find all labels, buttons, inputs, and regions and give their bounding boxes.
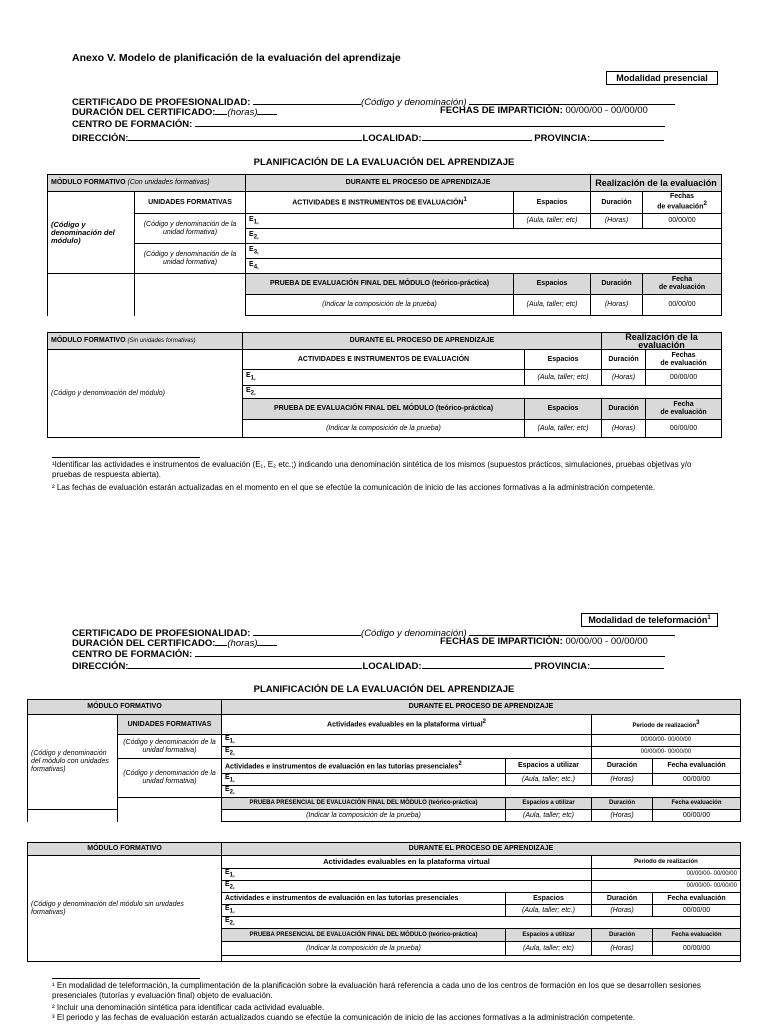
tele2-prueba-fecha-header: Fecha evaluación <box>653 929 741 942</box>
tele-footnote-2: ² Incluir una denominación sintética para identificar cada actividad evaluable. <box>52 1003 325 1012</box>
tele2-prueba-fecha[interactable]: 00/00/00 <box>653 942 741 956</box>
tele-dur-field[interactable] <box>215 637 227 646</box>
modalidad-presencial-badge: Modalidad presencial <box>606 71 718 85</box>
tele-fechas-label: FECHAS DE IMPARTICIÓN: <box>440 636 563 647</box>
prueba-indicar-2[interactable]: (Indicar la composición de la prueba) <box>243 420 525 438</box>
centro-label: CENTRO DE FORMACIÓN: <box>72 119 193 130</box>
tele2-modulo-header: MÓDULO FORMATIVO <box>28 843 222 856</box>
tele-e1-cell[interactable]: $E_{1,}$ <box>222 735 592 747</box>
e4-cell[interactable]: $E_{4,}$ <box>246 259 722 274</box>
prueba-duracion-header-2: Duración <box>602 399 646 420</box>
tele2-fecha-eval-header: Fecha evaluación <box>653 893 741 905</box>
tele-prueba-duracion[interactable]: (Horas) <box>592 810 653 822</box>
tele2-plataforma-header: Actividades evaluables en la plataforma virtual <box>222 856 592 869</box>
e1-fecha-2[interactable]: 00/00/00 <box>646 370 722 386</box>
modalidad-tele-badge: Modalidad de teleformación$^1$ <box>581 613 718 627</box>
tele-e1-periodo[interactable]: 00/00/00- 00/00/00 <box>592 735 741 747</box>
prueba-espacios-2[interactable]: (Aula, taller; etc) <box>525 420 602 438</box>
prueba-duracion[interactable]: (Horas) <box>591 295 643 316</box>
tele-unidades-header: UNIDADES FORMATIVAS <box>118 715 222 735</box>
duracion-header: Duración <box>591 192 643 214</box>
tele-footnote-1: ¹ En modalidad de teleformación, la cumplimentación de la planificación sobre la evaluación hará referencia a cada uno de los centros de formación en los que se desarrollen sesiones presenciales (tutorías y evaluación final) objeto de evaluación. <box>52 981 701 1000</box>
prueba-duracion-header: Duración <box>591 274 643 295</box>
tele-tutorias-header: Actividades e instrumentos de evaluación en las tutorías presenciales$^2$ <box>222 759 506 774</box>
tele-plan-title: PLANIFICACIÓN DE LA EVALUACIÓN DEL APRENDIZAJE <box>253 684 515 695</box>
tele-duracion-header: Duración <box>592 759 653 774</box>
tele-plataforma-header: Actividades evaluables en la plataforma virtual$^2$ <box>222 715 592 735</box>
realizacion-header-2: Realización de la evaluación <box>602 333 722 350</box>
e1-fecha[interactable]: 00/00/00 <box>643 214 722 229</box>
uf2-cell[interactable]: (Código y denominación de la unidad formativa) <box>135 244 246 274</box>
dur-note: (horas) <box>227 107 258 118</box>
e1-espacios-2[interactable]: (Aula, taller; etc) <box>525 370 602 386</box>
tele-e3-duracion[interactable]: (Horas) <box>592 774 653 786</box>
tele2-e1-periodo[interactable]: 00/00/00- 00/00/00 <box>592 869 741 881</box>
tele-fecha-eval-header: Fecha evaluación <box>653 759 741 774</box>
tele2-prueba-header: PRUEBA PRESENCIAL DE EVALUACIÓN FINAL DEL MÓDULO (teórico-práctica) <box>222 929 506 942</box>
tele2-durante-header: DURANTE EL PROCESO DE APRENDIZAJE <box>222 843 741 856</box>
modulo-cell-cont <box>48 274 135 316</box>
tele-e2-cell[interactable]: $E_{2,}$ <box>222 747 592 759</box>
fechas-label: FECHAS DE IMPARTICIÓN: <box>440 105 563 116</box>
cert-field[interactable] <box>253 96 361 105</box>
tele-durante-header: DURANTE EL PROCESO DE APRENDIZAJE <box>222 700 741 715</box>
tele-prueba-fecha[interactable]: 00/00/00 <box>653 810 741 822</box>
tele2-e4-cell[interactable]: $E_{2,}$ <box>222 917 741 929</box>
tele-cert-label: CERTIFICADO DE PROFESIONALIDAD: <box>72 628 251 639</box>
tele2-e3-cell[interactable]: $E_{1,}$ <box>222 905 506 917</box>
tele-e3-cell[interactable]: $E_{1,}$ <box>222 774 506 786</box>
e1-cell-2[interactable]: $E_{1,}$ <box>243 370 525 386</box>
tele-prueba-duracion-header: Duración <box>592 798 653 810</box>
tele-uf-cont <box>118 798 222 822</box>
table-modulo-con-uf <box>47 174 722 316</box>
localidad-field[interactable] <box>422 132 532 141</box>
prueba-espacios[interactable]: (Aula, taller; etc) <box>514 295 591 316</box>
footnote-divider <box>52 457 200 458</box>
tele2-tutorias-header: Actividades e instrumentos de evaluación en las tutorías presenciales <box>222 893 506 905</box>
tele-uf2-cell[interactable]: (Código y denominación de la unidad formativa) <box>118 759 222 798</box>
tele-prueba-indicar[interactable]: (Indicar la composición de la prueba) <box>222 810 506 822</box>
dur-label: DURACIÓN DEL CERTIFICADO: <box>72 107 216 118</box>
cert-field-2[interactable] <box>469 96 675 105</box>
prueba-fecha-header: Fecha de evaluación <box>643 274 722 295</box>
direccion-row <box>72 132 664 145</box>
prueba-espacios-header: Espacios <box>514 274 591 295</box>
footnote-1: ¹Identificar las actividades e instrumentos de evaluación (E₁, E₂ etc.;) indicando una denominación sintética de los mismos (supuestos prácticos, simulaciones, pruebas objetivas y/o pruebas de respuesta abierta). <box>52 460 692 479</box>
tele-prueba-espacios[interactable]: (Aula, taller; etc) <box>506 810 592 822</box>
tele-provincia-label: PROVINCIA: <box>534 661 591 672</box>
centro-row <box>72 118 665 131</box>
centro-field[interactable] <box>195 118 665 127</box>
e1-duracion[interactable]: (Horas) <box>591 214 643 229</box>
fechas-row <box>440 106 648 117</box>
tele-periodo-header: Periodo de realización$^3$ <box>592 715 741 735</box>
tele-localidad-label: LOCALIDAD: <box>362 661 422 672</box>
tele2-e1-cell[interactable]: $E_{1,}$ <box>222 869 592 881</box>
page-title: Anexo V. Modelo de planificación de la evaluación del aprendizaje <box>72 52 401 64</box>
e2-cell[interactable]: $E_{2,}$ <box>246 229 722 244</box>
provincia-field[interactable] <box>590 132 664 141</box>
tele-e4-cell[interactable]: $E_{2,}$ <box>222 786 741 798</box>
espacios-header: Espacios <box>514 192 591 214</box>
modulo-cell[interactable]: (Código y denominación del módulo) <box>48 192 135 274</box>
realizacion-header: Realización de la evaluación <box>591 175 722 192</box>
tele-fechas-value[interactable]: 00/00/00 - 00/00/00 <box>565 636 648 647</box>
tele-direccion-label: DIRECCIÓN: <box>72 661 129 672</box>
tele-modulo-cell[interactable]: (Código y denominación del módulo con unidades formativas) <box>28 715 118 810</box>
tele2-prueba-indicar[interactable]: (Indicar la composición de la prueba) <box>222 942 506 956</box>
tele2-e2-periodo[interactable]: 00/00/00- 00/00/00 <box>592 881 741 893</box>
tele2-modulo-cell[interactable]: (Código y denominación del módulo sin unidades formativas) <box>28 856 222 962</box>
tele2-e3-duracion[interactable]: (Horas) <box>592 905 653 917</box>
tele-e2-periodo[interactable]: 00/00/00- 00/00/00 <box>592 747 741 759</box>
tele-prueba-fecha-header: Fecha evaluación <box>653 798 741 810</box>
prueba-espacios-header-2: Espacios <box>525 399 602 420</box>
modulo-header-2: MÓDULO FORMATIVO (Sin unidades formativas) <box>48 333 243 350</box>
table-modulo-sin-uf <box>47 332 722 438</box>
prueba-header: PRUEBA DE EVALUACIÓN FINAL DEL MÓDULO (teórico-práctica) <box>246 274 514 295</box>
tele-footnote-3: ³ El periodo y las fechas de evaluación estarán actualizados cuando se efectúe la comunicación de inicio de las acciones formativas a la administración competente. <box>52 1013 635 1022</box>
tele-espacios-header: Espacios a utilizar <box>506 759 592 774</box>
actividades-header-2: ACTIVIDADES E INSTRUMENTOS DE EVALUACIÓN <box>243 350 525 370</box>
tele-localidad-field[interactable] <box>422 660 532 669</box>
unidades-header: UNIDADES FORMATIVAS <box>135 192 246 214</box>
tele-e3-fecha[interactable]: 00/00/00 <box>653 774 741 786</box>
tele2-prueba-espacios[interactable]: (Aula, taller; etc) <box>506 942 592 956</box>
tele-cert-field-2[interactable] <box>469 627 675 636</box>
fechas-value[interactable]: 00/00/00 - 00/00/00 <box>565 105 648 116</box>
modulo-cell-2[interactable]: (Código y denominación del módulo) <box>48 350 243 438</box>
uf-cell-cont <box>135 274 246 316</box>
tele-modulo-cont <box>28 810 118 822</box>
tele-e3-espacios[interactable]: (Aula, taller; etc.) <box>506 774 592 786</box>
direccion-field[interactable] <box>128 132 362 141</box>
tele2-e3-espacios[interactable]: (Aula, taller; etc.) <box>506 905 592 917</box>
prueba-fecha[interactable]: 00/00/00 <box>643 295 722 316</box>
table-tele-sin-uf <box>27 842 741 962</box>
tele-cert-note: (Código y denominación) <box>361 628 467 639</box>
tele2-duracion-header: Duración <box>592 893 653 905</box>
tele-dur-note: (horas) <box>227 638 258 649</box>
durante-header: DURANTE EL PROCESO DE APRENDIZAJE <box>246 175 591 192</box>
tele2-e3-fecha[interactable]: 00/00/00 <box>653 905 741 917</box>
tele2-bottom-spacer <box>222 956 741 962</box>
tele-uf1-cell[interactable]: (Código y denominación de la unidad formativa) <box>118 735 222 759</box>
tele-modulo-header: MÓDULO FORMATIVO <box>28 700 222 715</box>
tele2-periodo-header: Periodo de realización <box>592 856 741 869</box>
fechas-header-2: Fechas de evaluación <box>646 350 722 370</box>
tele2-prueba-duracion-header: Duración <box>592 929 653 942</box>
tele-direccion-field[interactable] <box>128 660 362 669</box>
provincia-label: PROVINCIA: <box>534 133 591 144</box>
e1-cell[interactable]: $E_{1,}$ <box>246 214 514 229</box>
localidad-label: LOCALIDAD: <box>362 133 422 144</box>
tele-centro-row <box>72 648 665 661</box>
cert-note: (Código y denominación) <box>361 97 467 108</box>
prueba-duracion-2[interactable]: (Horas) <box>602 420 646 438</box>
dur-row <box>72 106 277 119</box>
durante-header-2: DURANTE EL PROCESO DE APRENDIZAJE <box>243 333 602 350</box>
e1-duracion-2[interactable]: (Horas) <box>602 370 646 386</box>
cert-label: CERTIFICADO DE PROFESIONALIDAD: <box>72 97 251 108</box>
tele-direccion-row <box>72 660 664 673</box>
e1-espacios[interactable]: (Aula, taller; etc) <box>514 214 591 229</box>
tele2-prueba-duracion[interactable]: (Horas) <box>592 942 653 956</box>
duracion-header-2: Duración <box>602 350 646 370</box>
tele2-espacios-header: Espacios <box>506 893 592 905</box>
tele-fechas-row <box>440 637 648 648</box>
tele2-prueba-espacios-header: Espacios a utilizar <box>506 929 592 942</box>
prueba-fecha-2[interactable]: 00/00/00 <box>646 420 722 438</box>
tele-prueba-espacios-header: Espacios a utilizar <box>506 798 592 810</box>
tele-cert-field[interactable] <box>253 627 361 636</box>
tele-provincia-field[interactable] <box>590 660 664 669</box>
tele-dur-label: DURACIÓN DEL CERTIFICADO: <box>72 638 216 649</box>
footnote-2: ² Las fechas de evaluación estarán actualizadas en el momento en el que se efectúe la comunicación de inicio de las acciones formativas a la administración competente. <box>52 483 656 492</box>
tele-footnote-divider <box>52 978 200 979</box>
tele2-e2-cell[interactable]: $E_{2,}$ <box>222 881 592 893</box>
plan-title: PLANIFICACIÓN DE LA EVALUACIÓN DEL APRENDIZAJE <box>253 157 515 168</box>
actividades-header: ACTIVIDADES E INSTRUMENTOS DE EVALUACIÓN$^1$ <box>246 192 514 214</box>
uf1-cell[interactable]: (Código y denominación de la unidad formativa) <box>135 214 246 244</box>
table-tele-con-uf <box>27 699 741 822</box>
tele-prueba-header: PRUEBA PRESENCIAL DE EVALUACIÓN FINAL DEL MÓDULO (teórico-práctica) <box>222 798 506 810</box>
espacios-header-2: Espacios <box>525 350 602 370</box>
dur-field[interactable] <box>215 106 227 115</box>
modulo-header: MÓDULO FORMATIVO (Con unidades formativas) <box>48 175 246 192</box>
prueba-fecha-header-2: Fecha de evaluación <box>646 399 722 420</box>
fechas-header: Fechas de evaluación$^2$ <box>643 192 722 214</box>
prueba-header-2: PRUEBA DE EVALUACIÓN FINAL DEL MÓDULO (teórico-práctica) <box>243 399 525 420</box>
e3-cell[interactable]: $E_{3,}$ <box>246 244 722 259</box>
tele-centro-label: CENTRO DE FORMACIÓN: <box>72 649 193 660</box>
prueba-indicar[interactable]: (Indicar la composición de la prueba) <box>246 295 514 316</box>
tele-centro-field[interactable] <box>195 648 665 657</box>
direccion-label: DIRECCIÓN: <box>72 133 129 144</box>
e2-cell-2[interactable]: $E_{2,}$ <box>243 386 722 399</box>
